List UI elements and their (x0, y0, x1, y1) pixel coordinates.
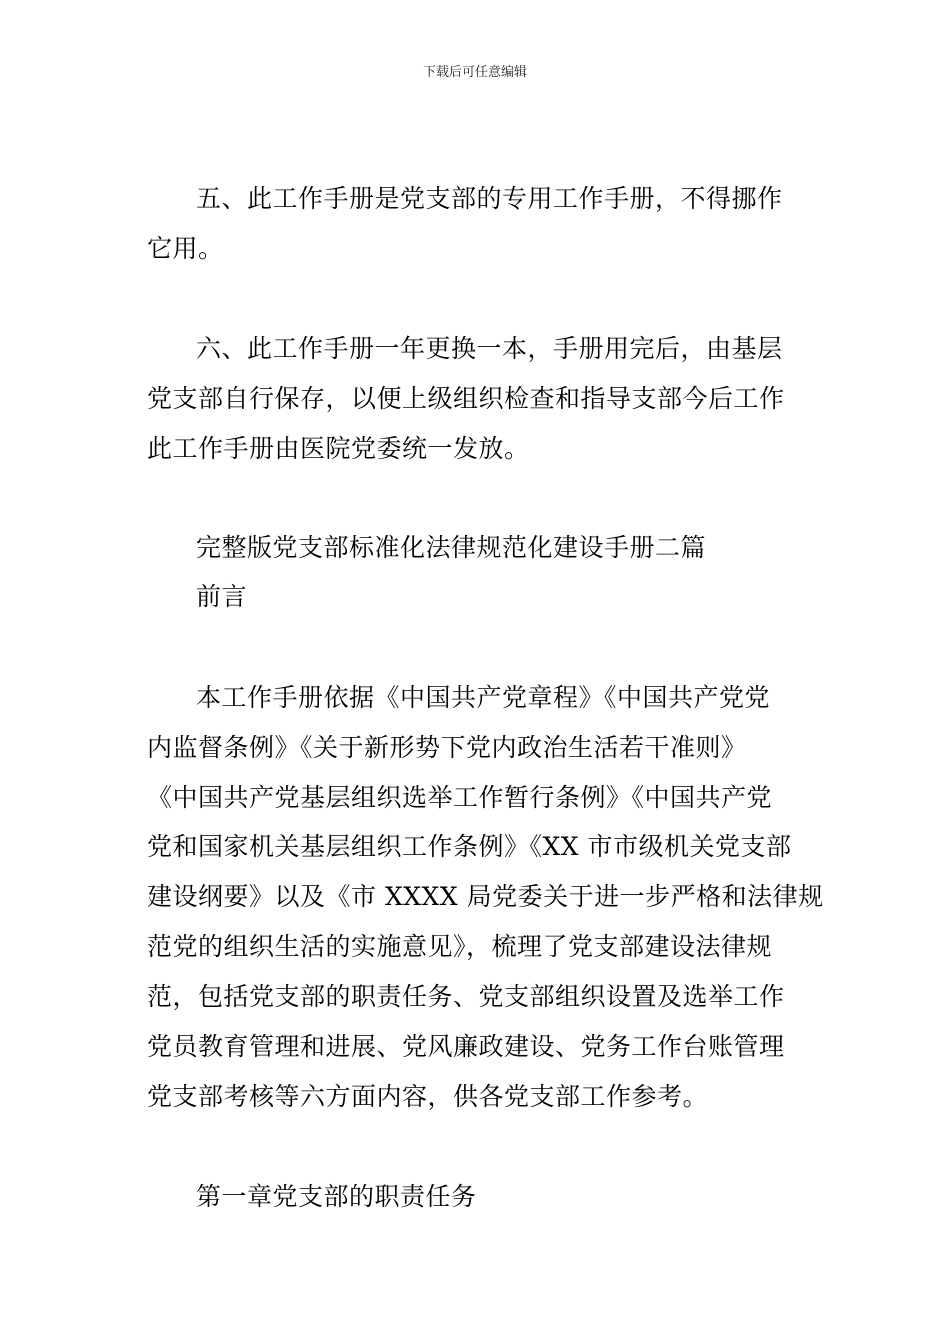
paragraph-line: 党和国家机关基层组织工作条例》《XX 市市级机关党支部 (147, 832, 792, 861)
paragraph-line: 内监督条例》《关于新形势下党内政治生活若干准则》 (147, 733, 747, 762)
paragraph-line: 党员教育管理和进展、党风廉政建设、党务工作台账管理 (147, 1032, 785, 1061)
document-title: 完整版党支部标准化法律规范化建设手册二篇 (196, 533, 707, 562)
paragraph-line: 党支部自行保存，以便上级组织检查和指导支部今后工作 (147, 384, 785, 413)
paragraph-line: 它用。 (147, 234, 224, 263)
paragraph-line: 此工作手册由医院党委统一发放。 (147, 434, 530, 463)
paragraph-line: 五、此工作手册是党支部的专用工作手册，不得挪作 (196, 184, 783, 213)
paragraph-line: 本工作手册依据《中国共产党章程》《中国共产党党 (196, 683, 771, 712)
paragraph-line: 范党的组织生活的实施意见》，梳理了党支部建设法律规 (147, 932, 773, 961)
paragraph-line: 党支部考核等六方面内容，供各党支部工作参考。 (147, 1082, 709, 1111)
chapter-heading: 第一章党支部的职责任务 (196, 1182, 477, 1211)
section-heading-preface: 前言 (196, 582, 248, 611)
page-header: 下载后可任意编辑 (422, 65, 527, 80)
paragraph-line: 六、此工作手册一年更换一本，手册用完后，由基层 (196, 334, 783, 363)
paragraph-line: 范，包括党支部的职责任务、党支部组织设置及选举工作 (147, 982, 785, 1011)
paragraph-line: 建设纲要》以及《市 XXXX 局党委关于进一步严格和法律规 (147, 882, 824, 911)
paragraph-line: 《中国共产党基层组织选举工作暂行条例》《中国共产党 (147, 783, 773, 812)
